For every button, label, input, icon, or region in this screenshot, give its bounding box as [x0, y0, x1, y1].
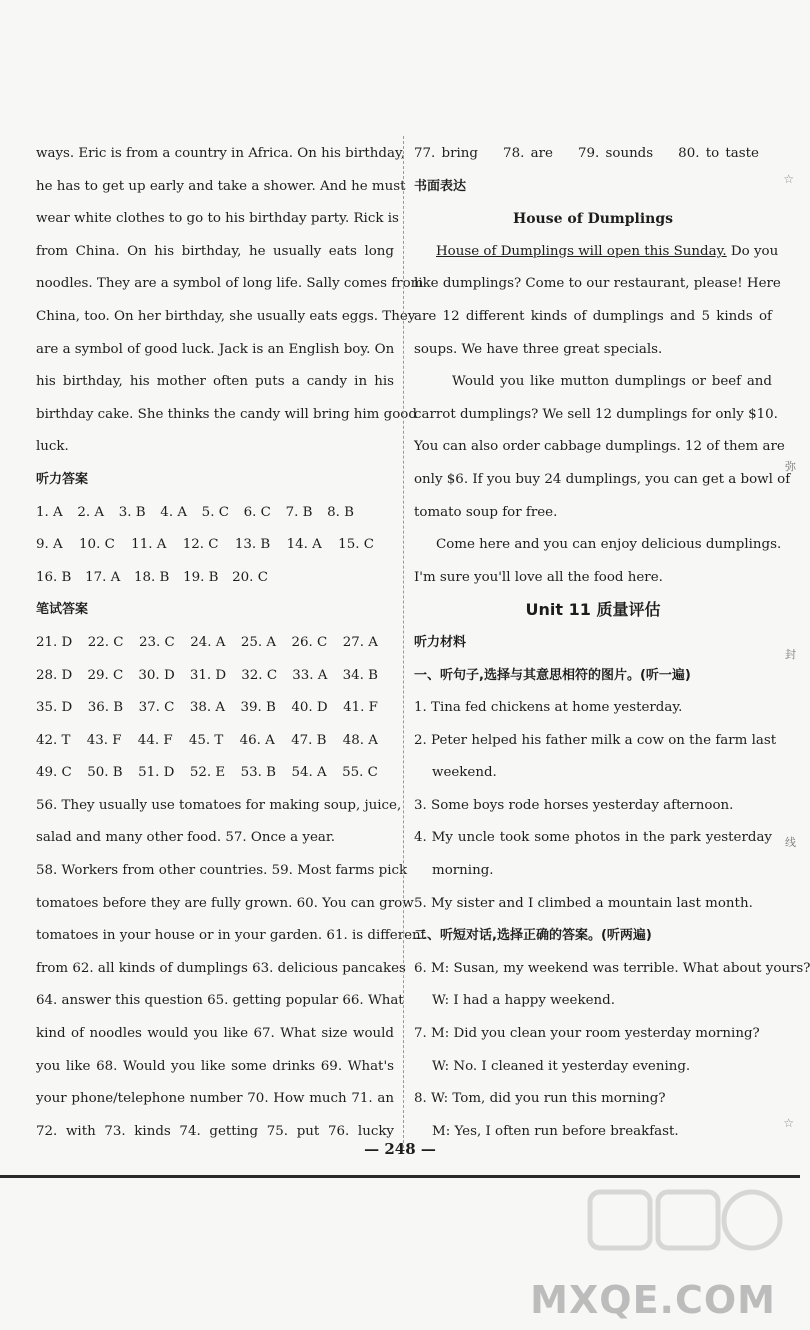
essay-line: are 12 different kinds of dumplings and 5 kinds of	[414, 308, 772, 324]
dialogue-line: 7. M: Did you clean your room yesterday morning?	[414, 1026, 760, 1042]
answer-row	[36, 757, 394, 790]
passage-line: his birthday, his mother often puts a candy in his	[36, 374, 394, 390]
answer-row	[36, 497, 394, 530]
answer-item: 2. A	[77, 504, 105, 520]
passage-line: ways. Eric is from a country in Africa. On his birthday,	[36, 146, 406, 161]
dialogue-line: W: I had a happy weekend.	[432, 993, 615, 1009]
answer-line: tomatoes in your house or in your garden. 61. is different	[36, 928, 427, 944]
essay-line: Would you like mutton dumplings or beef and	[452, 374, 772, 390]
answer-item: 78. are	[503, 146, 553, 161]
answer-item: 79. sounds	[577, 146, 654, 161]
essay-line	[414, 236, 779, 269]
answer-item: 42. T	[36, 732, 71, 748]
essay-line: tomato soup for free.	[414, 504, 558, 520]
right-column	[414, 138, 810, 1148]
answer-item: 30. D	[138, 667, 175, 683]
answer-row	[36, 627, 394, 660]
answer-item: 77. bring	[414, 146, 479, 161]
answer-item: 1. A	[36, 504, 63, 520]
answer-item: 31. D	[189, 667, 227, 683]
passage-line: birthday cake. She thinks the candy will bring him good	[36, 406, 417, 422]
essay-line: soups. We have three great specials.	[414, 341, 663, 357]
answer-row	[36, 692, 394, 725]
answer-item: 29. C	[87, 667, 124, 683]
dialogue-line: 6. M: Susan, my weekend was terrible. What about yours?	[414, 960, 810, 976]
answer-item: 40. D	[291, 700, 328, 716]
answer-item: 19. B	[183, 569, 219, 585]
section-heading: 一、听句子,选择与其意思相符的图片。(听一遍)	[414, 667, 691, 683]
answer-item: 53. B	[240, 765, 276, 781]
answer-item: 48. A	[342, 732, 378, 748]
answer-item: 52. E	[189, 765, 226, 781]
answer-item: 35. D	[36, 700, 73, 716]
answer-item: 11. A	[131, 537, 167, 553]
column-divider	[403, 136, 404, 1148]
dialogue-line: 8. W: Tom, did you run this morning?	[414, 1091, 666, 1107]
sentence-line: 1. Tina fed chickens at home yesterday.	[414, 700, 683, 716]
answer-item: 21. D	[36, 634, 73, 650]
answer-item: 15. C	[338, 537, 374, 553]
passage-line: from China. On his birthday, he usually eats long	[36, 243, 394, 259]
margin-mark: 封	[785, 648, 796, 661]
written-answers-heading: 笔试答案	[36, 602, 89, 618]
answer-item: 20. C	[232, 569, 268, 585]
answer-line: kind of noodles would you like 67. What size would	[36, 1026, 394, 1042]
answer-item: 54. A	[291, 765, 327, 781]
section-heading: 二、听短对话,选择正确的答案。(听两遍)	[414, 928, 652, 944]
margin-mark: 弥	[785, 460, 796, 473]
essay-line: carrot dumplings? We sell 12 dumplings for only $10.	[414, 406, 778, 422]
answer-line: your phone/telephone number 70. How much 71. an	[36, 1091, 394, 1107]
essay-line: only $6. If you buy 24 dumplings, you can get a bowl of	[414, 471, 791, 487]
answer-item: 43. F	[86, 732, 122, 748]
answer-item: 26. C	[291, 634, 328, 650]
essay-line: I'm sure you'll love all the food here.	[414, 569, 663, 585]
answer-item: 37. C	[138, 700, 175, 716]
answer-line: salad and many other food. 57. Once a year.	[36, 830, 336, 846]
answer-item: 6. C	[243, 504, 271, 520]
essay-text: Do you	[726, 243, 779, 259]
answer-item: 46. A	[239, 732, 275, 748]
answer-item: 32. C	[241, 667, 278, 683]
answer-item: 28. D	[36, 667, 73, 683]
answer-row	[414, 138, 772, 171]
passage-line: luck.	[36, 439, 69, 455]
passage	[36, 138, 424, 464]
writing-heading: 书面表达	[414, 178, 467, 194]
answer-item: 24. A	[190, 634, 226, 650]
answer-item: 49. C	[36, 765, 72, 781]
answer-item: 50. B	[87, 765, 123, 781]
answer-item: 13. B	[234, 537, 271, 553]
answer-row	[36, 529, 394, 562]
bottom-rule	[0, 1175, 800, 1178]
essay-title: House of Dumplings	[512, 211, 674, 228]
sentence-line: morning.	[432, 863, 494, 879]
answer-item: 23. C	[138, 634, 175, 650]
answer-item: 12. C	[182, 537, 219, 553]
answer-item: 38. A	[189, 700, 226, 716]
watermark-text: MXQE.COM	[530, 1278, 776, 1322]
star-icon: ☆	[783, 1116, 794, 1130]
answer-item: 39. B	[240, 700, 276, 716]
sentence-line: 4. My uncle took some photos in the park yesterday	[414, 830, 772, 846]
answer-item: 45. T	[188, 732, 224, 748]
answer-line: 56. They usually use tomatoes for making soup, juice,	[36, 797, 402, 813]
answer-item: 4. A	[160, 504, 187, 520]
left-column	[36, 138, 427, 1148]
answer-line: you like 68. Would you like some drinks 69. What's	[36, 1058, 394, 1074]
answer-item: 8. B	[327, 504, 354, 520]
answer-item: 18. B	[133, 569, 170, 585]
answer-item: 17. A	[85, 569, 121, 585]
answer-item: 16. B	[36, 569, 72, 585]
sentence-line: 3. Some boys rode horses yesterday afternoon.	[414, 797, 734, 813]
answer-line: 58. Workers from other countries. 59. Most farms pick	[36, 863, 408, 879]
answer-line: 64. answer this question 65. getting popular 66. What	[36, 993, 404, 1009]
open-answers	[36, 790, 427, 1149]
essay-underlined-sentence: House of Dumplings will open this Sunday.	[436, 243, 727, 259]
passage-line: he has to get up early and take a shower. And he must	[36, 178, 406, 194]
answer-item: 9. A	[36, 537, 63, 553]
answer-line: tomatoes before they are fully grown. 60. You can grow	[36, 895, 414, 911]
essay-line: like dumplings? Come to our restaurant, please! Here	[414, 276, 781, 292]
passage-line: wear white clothes to go to his birthday party. Rick is	[36, 211, 399, 227]
page-number: — 248 —	[364, 1140, 436, 1158]
answer-item: 36. B	[87, 700, 124, 716]
answer-row	[36, 562, 394, 595]
listening-material-heading: 听力材料	[414, 634, 467, 650]
answer-item: 25. A	[240, 634, 277, 650]
answer-item: 44. F	[137, 732, 173, 748]
listening-answers-heading: 听力答案	[36, 471, 89, 487]
passage-line: are a symbol of good luck. Jack is an English boy. On	[36, 341, 395, 357]
sentence-line: 2. Peter helped his father milk a cow on the farm last	[414, 732, 777, 748]
answer-line: 72. with 73. kinds 74. getting 75. put 76. lucky	[36, 1123, 394, 1139]
dialogue-line: M: Yes, I often run before breakfast.	[432, 1123, 679, 1139]
answer-item: 51. D	[138, 765, 175, 781]
answer-item: 7. B	[285, 504, 313, 520]
answer-item: 27. A	[342, 634, 378, 650]
answer-item: 47. B	[291, 732, 327, 748]
passage-line: China, too. On her birthday, she usually eats eggs. They	[36, 308, 416, 324]
answer-item: 33. A	[292, 667, 328, 683]
answer-item: 41. F	[343, 700, 378, 716]
dialogue-line: W: No. I cleaned it yesterday evening.	[432, 1058, 691, 1074]
answer-line: from 62. all kinds of dumplings 63. delicious pancakes	[36, 960, 406, 976]
answer-row	[36, 725, 394, 758]
answer-item: 80. to taste	[678, 146, 759, 161]
answer-row	[36, 660, 394, 693]
passage-line: noodles. They are a symbol of long life. Sally comes from	[36, 276, 424, 292]
answer-item: 3. B	[118, 504, 146, 520]
sentence-line: 5. My sister and I climbed a mountain last month.	[414, 895, 753, 911]
essay-line: You can also order cabbage dumplings. 12 of them are	[414, 439, 785, 455]
unit-title: Unit 11 质量评估	[525, 600, 661, 620]
answer-item: 22. C	[87, 634, 124, 650]
sentence-line: weekend.	[432, 765, 497, 781]
answer-item: 55. C	[342, 765, 378, 781]
answer-item: 34. B	[342, 667, 378, 683]
essay-line: Come here and you can enjoy delicious dumplings.	[436, 537, 782, 553]
star-icon: ☆	[783, 172, 794, 186]
answer-item: 5. C	[201, 504, 229, 520]
answer-item: 14. A	[286, 537, 322, 553]
answer-item: 10. C	[79, 537, 115, 553]
margin-mark: 线	[785, 836, 796, 849]
